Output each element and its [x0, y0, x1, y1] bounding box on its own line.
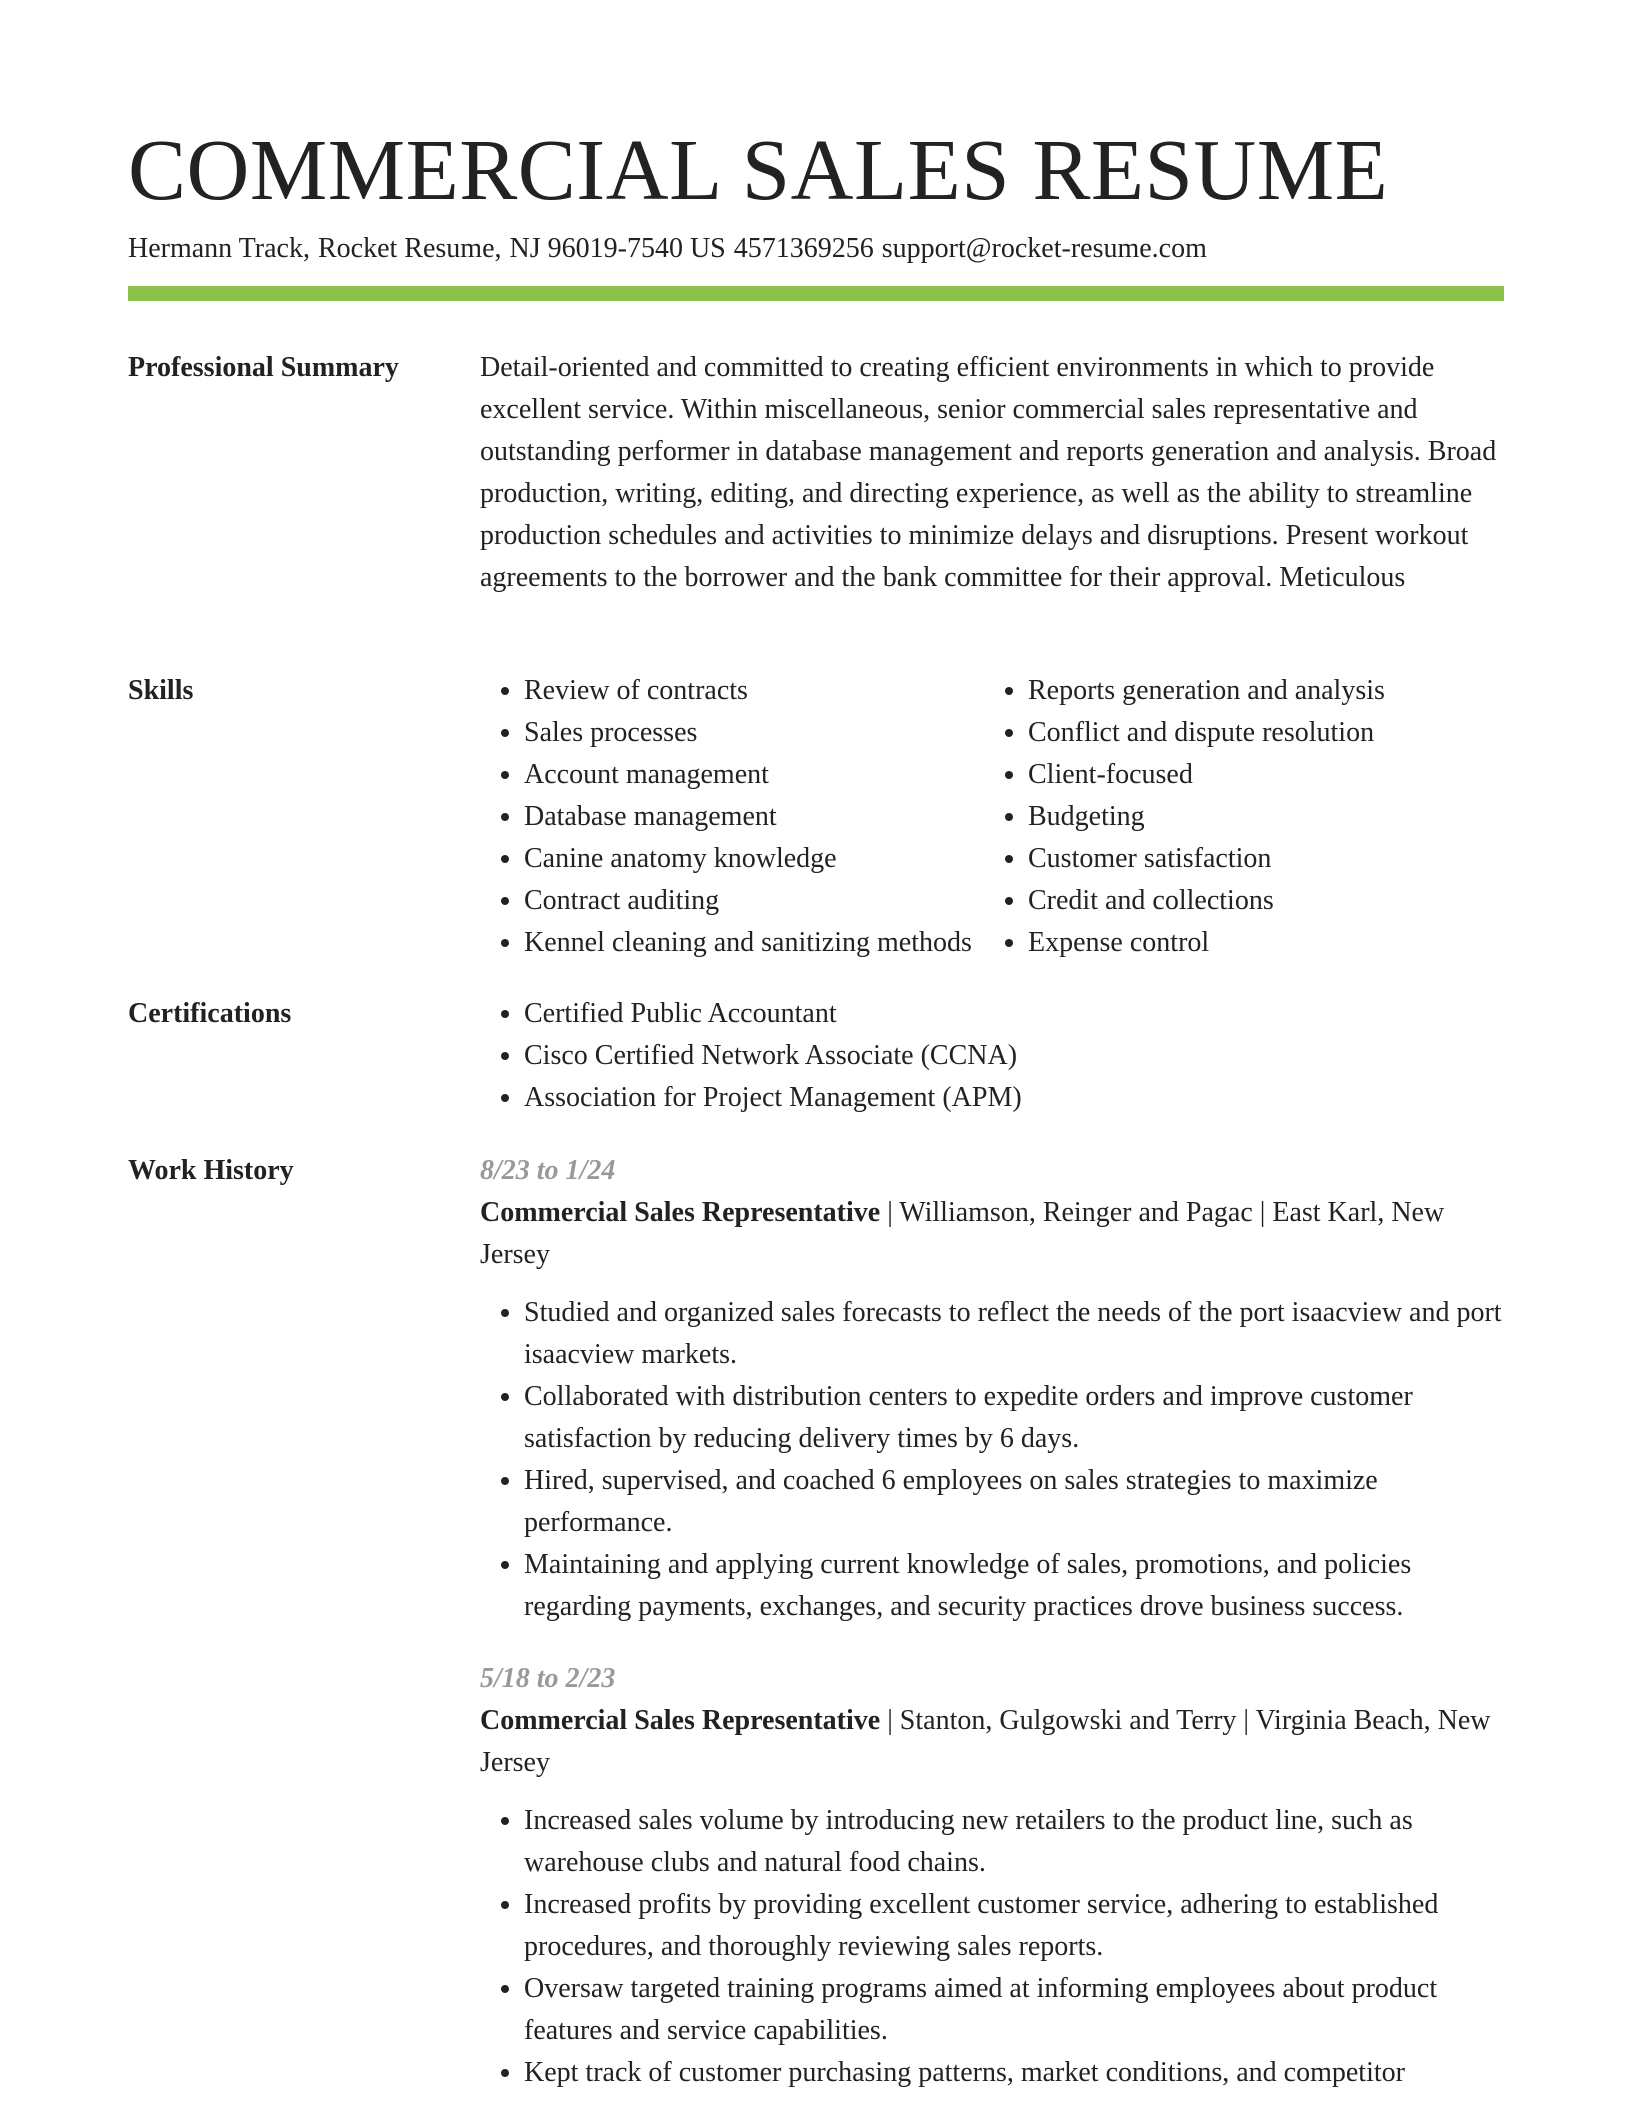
certifications-list [480, 993, 1504, 1119]
accent-divider [128, 286, 1504, 301]
job-entry [480, 1150, 1504, 1628]
job-bullet: • Increased sales volume by introducing new retailers to the product line, such as warehouse clubs and natural food chains. [524, 1800, 1504, 1884]
certification-item: • Cisco Certified Network Associate (CCNA) [524, 1035, 1504, 1077]
skill-item: • Canine anatomy knowledge [524, 838, 984, 880]
job-title: Commercial Sales Representative [480, 1197, 881, 1228]
job-entry [480, 1658, 1504, 2094]
job-bullet: • Studied and organized sales forecasts to reflect the needs of the port isaacview and port isaacview markets. [524, 1292, 1504, 1376]
skill-item: • Review of contracts [524, 670, 984, 712]
skill-item: • Conflict and dispute resolution [1028, 712, 1504, 754]
summary-body [480, 347, 1504, 599]
work-history-body [480, 1150, 1504, 2124]
skill-item: • Kennel cleaning and sanitizing methods [524, 922, 984, 964]
skills-grid [480, 670, 1504, 964]
skill-item: • Contract auditing [524, 880, 984, 922]
contact-line [128, 229, 1207, 269]
section-heading-work-history: Work History [128, 1155, 294, 1186]
contact-phone: 4571369256 [733, 233, 874, 264]
job-title: Commercial Sales Representative [480, 1705, 881, 1736]
skill-item: • Reports generation and analysis [1028, 670, 1504, 712]
section-heading-skills: Skills [128, 675, 194, 706]
skill-item: • Database management [524, 796, 984, 838]
job-bullet: • Hired, supervised, and coached 6 employees on sales strategies to maximize performance. [524, 1460, 1504, 1544]
resume-title: COMMERCIAL SALES RESUME [128, 121, 1389, 218]
skill-item: • Client-focused [1028, 754, 1504, 796]
job-heading [480, 1700, 1504, 1784]
contact-company: Rocket Resume, [317, 233, 502, 264]
skill-item: • Expense control [1028, 922, 1504, 964]
skill-item: • Account management [524, 754, 984, 796]
job-bullet: • Maintaining and applying current knowledge of sales, promotions, and policies regarding payments, exchanges, and security practices drove business success. [524, 1544, 1504, 1628]
job-bullet: • Oversaw targeted training programs aimed at informing employees about product features and service capabilities. [524, 1968, 1504, 2052]
job-bullet: • Collaborated with distribution centers to expedite orders and improve customer satisfaction by reducing delivery times by 6 days. [524, 1376, 1504, 1460]
skills-column-b [984, 670, 1504, 964]
section-heading-summary: Professional Summary [128, 352, 399, 383]
job-employer-location: | Williamson, Reinger and Pagac | East Karl, New Jersey [480, 1197, 1445, 1270]
job-dates: 5/18 to 2/23 [480, 1663, 616, 1694]
skills-column-a [480, 670, 984, 964]
summary-text: Detail-oriented and committed to creating efficient environments in which to provide excellent service. Within miscellaneous, senior commercial sales representative and outstanding performer in database management and reports generation and analysis. Broad production, writing, editing, and directing experience, as well as the ability to streamline production schedules and activities to minimize delays and disruptions. Present workout agreements to the borrower and the bank committee for their approval. Meticulous [480, 352, 1497, 593]
job-bullet: • Increased profits by providing excellent customer service, adhering to established procedures, and thoroughly reviewing sales reports. [524, 1884, 1504, 1968]
job-heading [480, 1192, 1504, 1276]
job-employer-location: | Stanton, Gulgowski and Terry | Virginia Beach, New Jersey [480, 1705, 1491, 1778]
contact-name: Hermann Track, [128, 233, 310, 264]
job-bullets [480, 1292, 1504, 1628]
job-bullet: • Kept track of customer purchasing patterns, market conditions, and competitor [524, 2052, 1504, 2094]
job-bullets [480, 1800, 1504, 2094]
skill-item: • Credit and collections [1028, 880, 1504, 922]
contact-location: NJ 96019-7540 US [509, 233, 726, 264]
skill-item: • Budgeting [1028, 796, 1504, 838]
job-dates: 8/23 to 1/24 [480, 1155, 616, 1186]
certification-item: • Association for Project Management (APM) [524, 1077, 1504, 1119]
certification-item: • Certified Public Accountant [524, 993, 1504, 1035]
certifications-body [480, 993, 1504, 1119]
section-heading-certifications: Certifications [128, 998, 292, 1029]
contact-email: support@rocket-resume.com [881, 233, 1207, 264]
skill-item: • Sales processes [524, 712, 984, 754]
skill-item: • Customer satisfaction [1028, 838, 1504, 880]
